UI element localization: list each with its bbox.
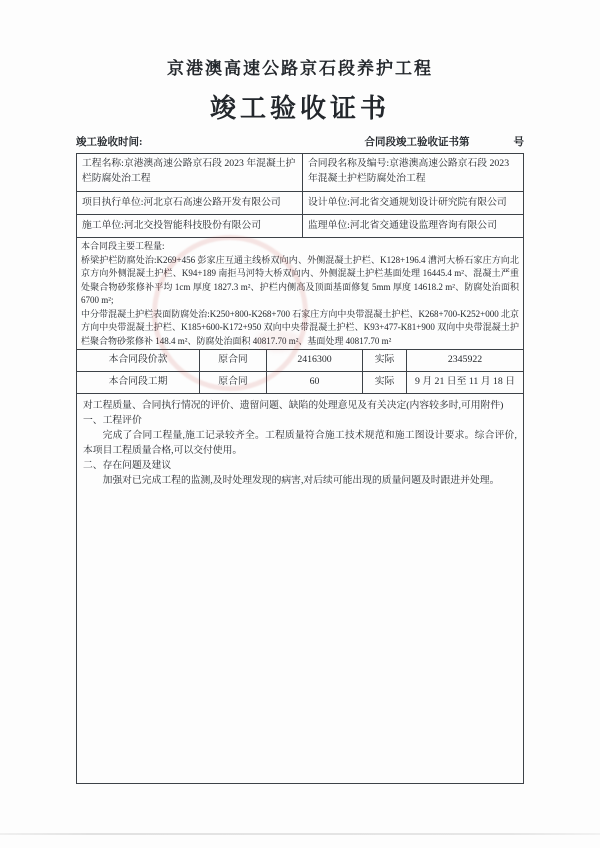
- executing-unit-cell: 项目执行单位:河北京石高速公路开发有限公司: [82, 196, 281, 208]
- contract-price-actual-value: 2345922: [406, 350, 523, 371]
- evaluation-section1-title: 一、工程评价: [83, 415, 142, 426]
- evaluation-section2-body: 加强对已完成工程的监测,及时处理发现的病害,对后续可能出现的质量问题及时跟进并处理。: [102, 475, 500, 486]
- quantities-paragraph-bridge: 桥梁护栏防腐处治:K269+456 彭家庄互通主线桥双向内、外侧混凝土护栏、K128+196.4 漕河大桥石家庄方向北京方向外侧混凝土护栏、K94+189 南拒马河特大桥双向内、外侧混凝土护栏基面处理 16445.4 m²、混凝土严重处聚合物砂浆修补平均 1cm 厚度 1827.3 m²、护栏内侧高及顶面基面修复 5mm 厚度 14618.2 m²、防腐处治面积 6700 m²;: [81, 254, 519, 305]
- main-quantities-cell: [77, 237, 523, 349]
- acceptance-time-label: 竣工验收时间:: [76, 137, 143, 148]
- table-row-contract-price: [77, 349, 523, 371]
- contract-duration-orig-value: 60: [266, 372, 362, 393]
- evaluation-heading: 对工程质量、合同执行情况的评价、遗留问题、缺陷的处理意见及有关决定(内容较多时,可用附件): [83, 400, 504, 411]
- doc-title: 竣工验收证书: [209, 94, 390, 123]
- project-title: 京港澳高速公路京石段养护工程: [167, 59, 433, 78]
- cert-no-label: 合同段竣工验收证书第: [364, 137, 470, 148]
- cert-no-group: [365, 134, 525, 149]
- contract-price-orig-value: 2416300: [266, 350, 362, 371]
- quantities-heading: 本合同段主要工程量:: [81, 241, 165, 251]
- contract-price-actual-label: 实际: [362, 350, 406, 371]
- cert-no-unit: 号: [513, 137, 524, 148]
- quantities-paragraph-median: 中分带混凝土护栏表面防腐处治:K250+800-K268+700 石家庄方向中央带混凝土护栏、K268+700-K252+000 北京方向中央带混凝土护栏、K185+600-K172+950 双向中央带混凝土护栏、K93+477-K81+900 双向中央带混凝土护栏聚合物砂浆修补 148.4 m²、防腐处治面积 40817.70 m²、基面处理 40817.70 m²: [81, 308, 519, 346]
- contract-duration-actual-label: 实际: [362, 372, 406, 393]
- contract-price-label: 本合同段价款: [108, 354, 168, 366]
- table-row-contractor-supervisor: [77, 214, 523, 237]
- construction-unit-cell: 施工单位:河北交投智能科技股份有限公司: [82, 219, 262, 231]
- table-row-project-name: [77, 154, 523, 191]
- contract-price-orig-label: 原合同: [199, 350, 266, 371]
- meta-row: [76, 134, 524, 149]
- project-name-cell: 工程名称:京港澳高速公路京石段 2023 年混凝土护栏防腐处治工程: [82, 158, 296, 184]
- acceptance-table: [76, 153, 524, 784]
- evaluation-cell: [77, 393, 523, 783]
- evaluation-section2-title: 二、存在问题及建议: [83, 460, 172, 471]
- contract-section-name-cell: 合同段名称及编号:京港澳高速公路京石段 2023 年混凝土护栏防腐处治工程: [302, 154, 523, 191]
- supervision-unit-cell: 监理单位:河北省交通建设监理咨询有限公司: [302, 215, 523, 237]
- evaluation-section1-body: 完成了合同工程量,施工记录较齐全。工程质量符合施工技术规范和施工图设计要求。综合评价,本项目工程质量合格,可以交付使用。: [83, 430, 517, 456]
- design-unit-cell: 设计单位:河北省交通规划设计研究院有限公司: [302, 192, 523, 214]
- contract-duration-actual-value: 9 月 21 日至 11 月 18 日: [406, 372, 523, 393]
- contract-duration-orig-label: 原合同: [199, 372, 266, 393]
- contract-duration-label: 本合同段工期: [108, 376, 168, 388]
- scan-bottom-edge-line: [0, 833, 600, 835]
- table-row-contract-duration: [77, 371, 523, 393]
- table-row-executor-designer: [77, 191, 523, 214]
